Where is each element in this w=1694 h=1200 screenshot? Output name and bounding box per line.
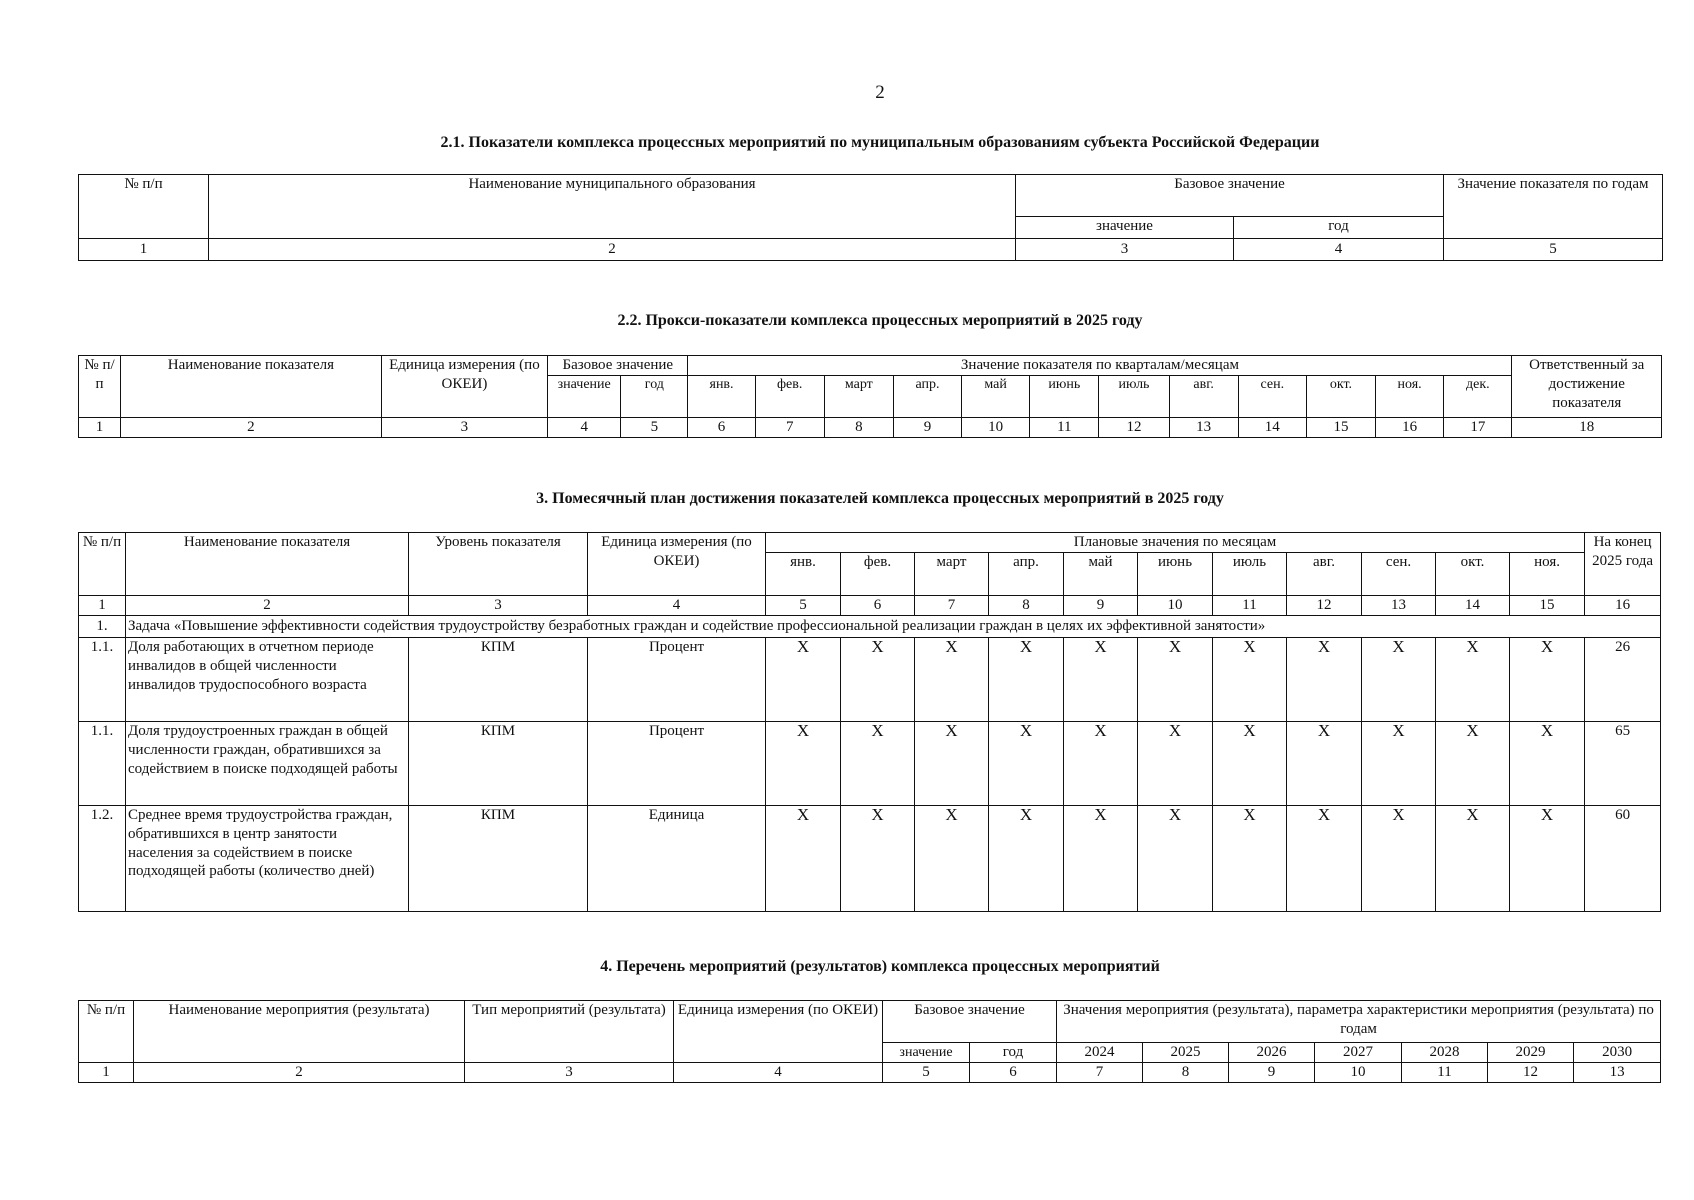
month-header: янв. bbox=[688, 376, 755, 418]
month-value: X bbox=[915, 806, 989, 912]
month-value: X bbox=[1213, 638, 1287, 722]
month-header: апр. bbox=[893, 376, 961, 418]
column-number: 14 bbox=[1238, 418, 1306, 438]
section-2-2-title: 2.2. Прокси-показатели комплекса процессных мероприятий в 2025 году bbox=[617, 312, 1143, 329]
column-number: 4 bbox=[1234, 239, 1444, 261]
year-header: 2030 bbox=[1574, 1043, 1661, 1063]
year-header: 2026 bbox=[1229, 1043, 1315, 1063]
year-header: 2029 bbox=[1488, 1043, 1574, 1063]
header-no: № п/п bbox=[79, 356, 121, 418]
column-number: 10 bbox=[962, 418, 1030, 438]
task-number: 1. bbox=[79, 616, 126, 638]
column-number: 4 bbox=[674, 1063, 883, 1083]
month-value: X bbox=[1287, 806, 1362, 912]
header-values-by-year: Значение показателя по годам bbox=[1444, 175, 1663, 239]
month-value: X bbox=[1064, 722, 1138, 806]
header-end-of-year: На конец 2025 года bbox=[1585, 533, 1661, 596]
year-header: 2025 bbox=[1143, 1043, 1229, 1063]
month-header: янв. bbox=[766, 553, 841, 596]
column-number: 1 bbox=[79, 418, 121, 438]
month-header: ноя. bbox=[1376, 376, 1444, 418]
header-indicator-level: Уровень показателя bbox=[409, 533, 588, 596]
column-number: 8 bbox=[1143, 1063, 1229, 1083]
table-row bbox=[79, 806, 1661, 912]
indicator-name: Доля трудоустроенных граждан в общей численности граждан, обратившихся за содействием в поиске подходящей работы bbox=[126, 722, 409, 806]
column-number: 7 bbox=[755, 418, 824, 438]
month-header: март bbox=[915, 553, 989, 596]
month-header: фев. bbox=[841, 553, 915, 596]
header-unit: Единица измерения (по ОКЕИ) bbox=[674, 1001, 883, 1063]
header-unit: Единица измерения (по ОКЕИ) bbox=[588, 533, 766, 596]
month-value: X bbox=[989, 722, 1064, 806]
column-number: 7 bbox=[915, 596, 989, 616]
column-number: 1 bbox=[79, 239, 209, 261]
end-of-year-value: 65 bbox=[1585, 722, 1661, 806]
subheader-value: значение bbox=[548, 376, 621, 418]
month-header: сен. bbox=[1238, 376, 1306, 418]
month-value: X bbox=[1362, 638, 1436, 722]
column-number: 3 bbox=[1016, 239, 1234, 261]
month-value: X bbox=[1436, 722, 1510, 806]
column-number: 15 bbox=[1510, 596, 1585, 616]
subheader-year: год bbox=[970, 1043, 1057, 1063]
year-header: 2027 bbox=[1315, 1043, 1402, 1063]
month-value: X bbox=[841, 806, 915, 912]
month-value: X bbox=[766, 806, 841, 912]
column-number: 4 bbox=[588, 596, 766, 616]
column-number: 11 bbox=[1030, 418, 1099, 438]
month-header: авг. bbox=[1287, 553, 1362, 596]
column-number: 6 bbox=[970, 1063, 1057, 1083]
month-header: сен. bbox=[1362, 553, 1436, 596]
month-value: X bbox=[1064, 638, 1138, 722]
column-number: 3 bbox=[381, 418, 547, 438]
month-header: март bbox=[824, 376, 893, 418]
subheader-value: значение bbox=[1016, 217, 1234, 239]
month-value: X bbox=[766, 722, 841, 806]
row-number: 1.1. bbox=[79, 722, 126, 806]
month-value: X bbox=[915, 722, 989, 806]
header-no: № п/п bbox=[79, 533, 126, 596]
header-indicator-name: Наименование показателя bbox=[121, 356, 382, 418]
month-header: июль bbox=[1099, 376, 1169, 418]
monthly-plan-table bbox=[78, 532, 1661, 912]
column-number: 18 bbox=[1512, 418, 1662, 438]
indicator-unit: Процент bbox=[588, 722, 766, 806]
column-number: 11 bbox=[1213, 596, 1287, 616]
task-description: Задача «Повышение эффективности содействия трудоустройству безработных граждан и содействие профессиональной реализации граждан в целях их эффективной занятости» bbox=[126, 616, 1661, 638]
header-base-value: Базовое значение bbox=[548, 356, 688, 376]
month-header: авг. bbox=[1169, 376, 1238, 418]
month-value: X bbox=[989, 806, 1064, 912]
month-value: X bbox=[1510, 638, 1585, 722]
subheader-year: год bbox=[621, 376, 688, 418]
section-2-1-title: 2.1. Показатели комплекса процессных мероприятий по муниципальным образованиям субъекта Российской Федерации bbox=[440, 134, 1320, 151]
column-number: 13 bbox=[1362, 596, 1436, 616]
header-no: № п/п bbox=[79, 1001, 134, 1063]
month-value: X bbox=[1510, 722, 1585, 806]
column-number: 2 bbox=[126, 596, 409, 616]
row-number: 1.2. bbox=[79, 806, 126, 912]
month-header: окт. bbox=[1436, 553, 1510, 596]
header-municipality: Наименование муниципального образования bbox=[209, 175, 1016, 239]
header-values-by-year: Значения мероприятия (результата), параметра характеристики мероприятия (результата) по годам bbox=[1057, 1001, 1661, 1043]
header-planned-values: Плановые значения по месяцам bbox=[766, 533, 1585, 553]
month-value: X bbox=[989, 638, 1064, 722]
column-number: 5 bbox=[883, 1063, 970, 1083]
table-row bbox=[79, 638, 1661, 722]
indicator-name: Доля работающих в отчетном периоде инвалидов в общей численности инвалидов трудоспособного возраста bbox=[126, 638, 409, 722]
month-value: X bbox=[841, 638, 915, 722]
header-responsible: Ответственный за достижение показателя bbox=[1512, 356, 1662, 418]
column-number: 1 bbox=[79, 1063, 134, 1083]
column-number: 16 bbox=[1376, 418, 1444, 438]
header-no: № п/п bbox=[79, 175, 209, 239]
column-number: 3 bbox=[465, 1063, 674, 1083]
column-number: 15 bbox=[1306, 418, 1375, 438]
column-number: 10 bbox=[1138, 596, 1213, 616]
month-value: X bbox=[1287, 638, 1362, 722]
column-number: 9 bbox=[1064, 596, 1138, 616]
column-number: 8 bbox=[989, 596, 1064, 616]
indicator-level: КПМ bbox=[409, 806, 588, 912]
month-header: май bbox=[962, 376, 1030, 418]
column-number: 12 bbox=[1488, 1063, 1574, 1083]
month-value: X bbox=[1436, 806, 1510, 912]
column-number: 7 bbox=[1057, 1063, 1143, 1083]
column-number: 12 bbox=[1287, 596, 1362, 616]
column-number: 16 bbox=[1585, 596, 1661, 616]
end-of-year-value: 26 bbox=[1585, 638, 1661, 722]
month-header: ноя. bbox=[1510, 553, 1585, 596]
indicator-name: Среднее время трудоустройства граждан, обратившихся в центр занятости населения за содействием в поиске подходящей работы (количество дней) bbox=[126, 806, 409, 912]
month-header: апр. bbox=[989, 553, 1064, 596]
month-header: дек. bbox=[1444, 376, 1512, 418]
column-number: 6 bbox=[688, 418, 755, 438]
column-number: 9 bbox=[1229, 1063, 1315, 1083]
column-number: 5 bbox=[621, 418, 688, 438]
header-base-value: Базовое значение bbox=[1016, 175, 1444, 217]
month-value: X bbox=[1362, 806, 1436, 912]
column-number: 12 bbox=[1099, 418, 1169, 438]
column-number: 6 bbox=[841, 596, 915, 616]
month-value: X bbox=[1287, 722, 1362, 806]
month-value: X bbox=[915, 638, 989, 722]
column-number: 2 bbox=[134, 1063, 465, 1083]
column-number: 2 bbox=[209, 239, 1016, 261]
column-number: 13 bbox=[1574, 1063, 1661, 1083]
activities-table bbox=[78, 1000, 1661, 1083]
column-number: 11 bbox=[1402, 1063, 1488, 1083]
indicator-level: КПМ bbox=[409, 638, 588, 722]
indicator-unit: Единица bbox=[588, 806, 766, 912]
year-header: 2028 bbox=[1402, 1043, 1488, 1063]
month-header: фев. bbox=[755, 376, 824, 418]
column-number: 14 bbox=[1436, 596, 1510, 616]
indicator-level: КПМ bbox=[409, 722, 588, 806]
column-number: 17 bbox=[1444, 418, 1512, 438]
column-number: 5 bbox=[766, 596, 841, 616]
month-header: окт. bbox=[1306, 376, 1375, 418]
indicator-unit: Процент bbox=[588, 638, 766, 722]
month-value: X bbox=[1138, 806, 1213, 912]
section-4-title: 4. Перечень мероприятий (результатов) комплекса процессных мероприятий bbox=[600, 958, 1160, 975]
header-indicator-name: Наименование показателя bbox=[126, 533, 409, 596]
proxy-indicators-table bbox=[78, 355, 1662, 438]
month-value: X bbox=[1138, 722, 1213, 806]
month-value: X bbox=[1064, 806, 1138, 912]
month-value: X bbox=[841, 722, 915, 806]
month-header: июнь bbox=[1030, 376, 1099, 418]
column-number: 5 bbox=[1444, 239, 1663, 261]
month-value: X bbox=[1138, 638, 1213, 722]
column-number: 3 bbox=[409, 596, 588, 616]
page-number: 2 bbox=[875, 82, 885, 103]
column-number: 9 bbox=[893, 418, 961, 438]
subheader-value: значение bbox=[883, 1043, 970, 1063]
column-number: 10 bbox=[1315, 1063, 1402, 1083]
year-header: 2024 bbox=[1057, 1043, 1143, 1063]
end-of-year-value: 60 bbox=[1585, 806, 1661, 912]
month-header: июнь bbox=[1138, 553, 1213, 596]
row-number: 1.1. bbox=[79, 638, 126, 722]
header-unit: Единица измерения (по ОКЕИ) bbox=[381, 356, 547, 418]
header-values-by-period: Значение показателя по кварталам/месяцам bbox=[688, 356, 1512, 376]
month-value: X bbox=[1510, 806, 1585, 912]
header-activity-type: Тип мероприятий (результата) bbox=[465, 1001, 674, 1063]
column-number: 13 bbox=[1169, 418, 1238, 438]
subheader-year: год bbox=[1234, 217, 1444, 239]
column-number: 1 bbox=[79, 596, 126, 616]
month-value: X bbox=[766, 638, 841, 722]
table-row bbox=[79, 722, 1661, 806]
municipal-indicators-table bbox=[78, 174, 1663, 261]
month-value: X bbox=[1436, 638, 1510, 722]
month-header: июль bbox=[1213, 553, 1287, 596]
month-value: X bbox=[1213, 722, 1287, 806]
column-number: 2 bbox=[121, 418, 382, 438]
header-activity-name: Наименование мероприятия (результата) bbox=[134, 1001, 465, 1063]
section-3-title: 3. Помесячный план достижения показателей комплекса процессных мероприятий в 2025 году bbox=[536, 490, 1224, 507]
column-number: 4 bbox=[548, 418, 621, 438]
month-value: X bbox=[1213, 806, 1287, 912]
month-value: X bbox=[1362, 722, 1436, 806]
column-number: 8 bbox=[824, 418, 893, 438]
header-base-value: Базовое значение bbox=[883, 1001, 1057, 1043]
month-header: май bbox=[1064, 553, 1138, 596]
